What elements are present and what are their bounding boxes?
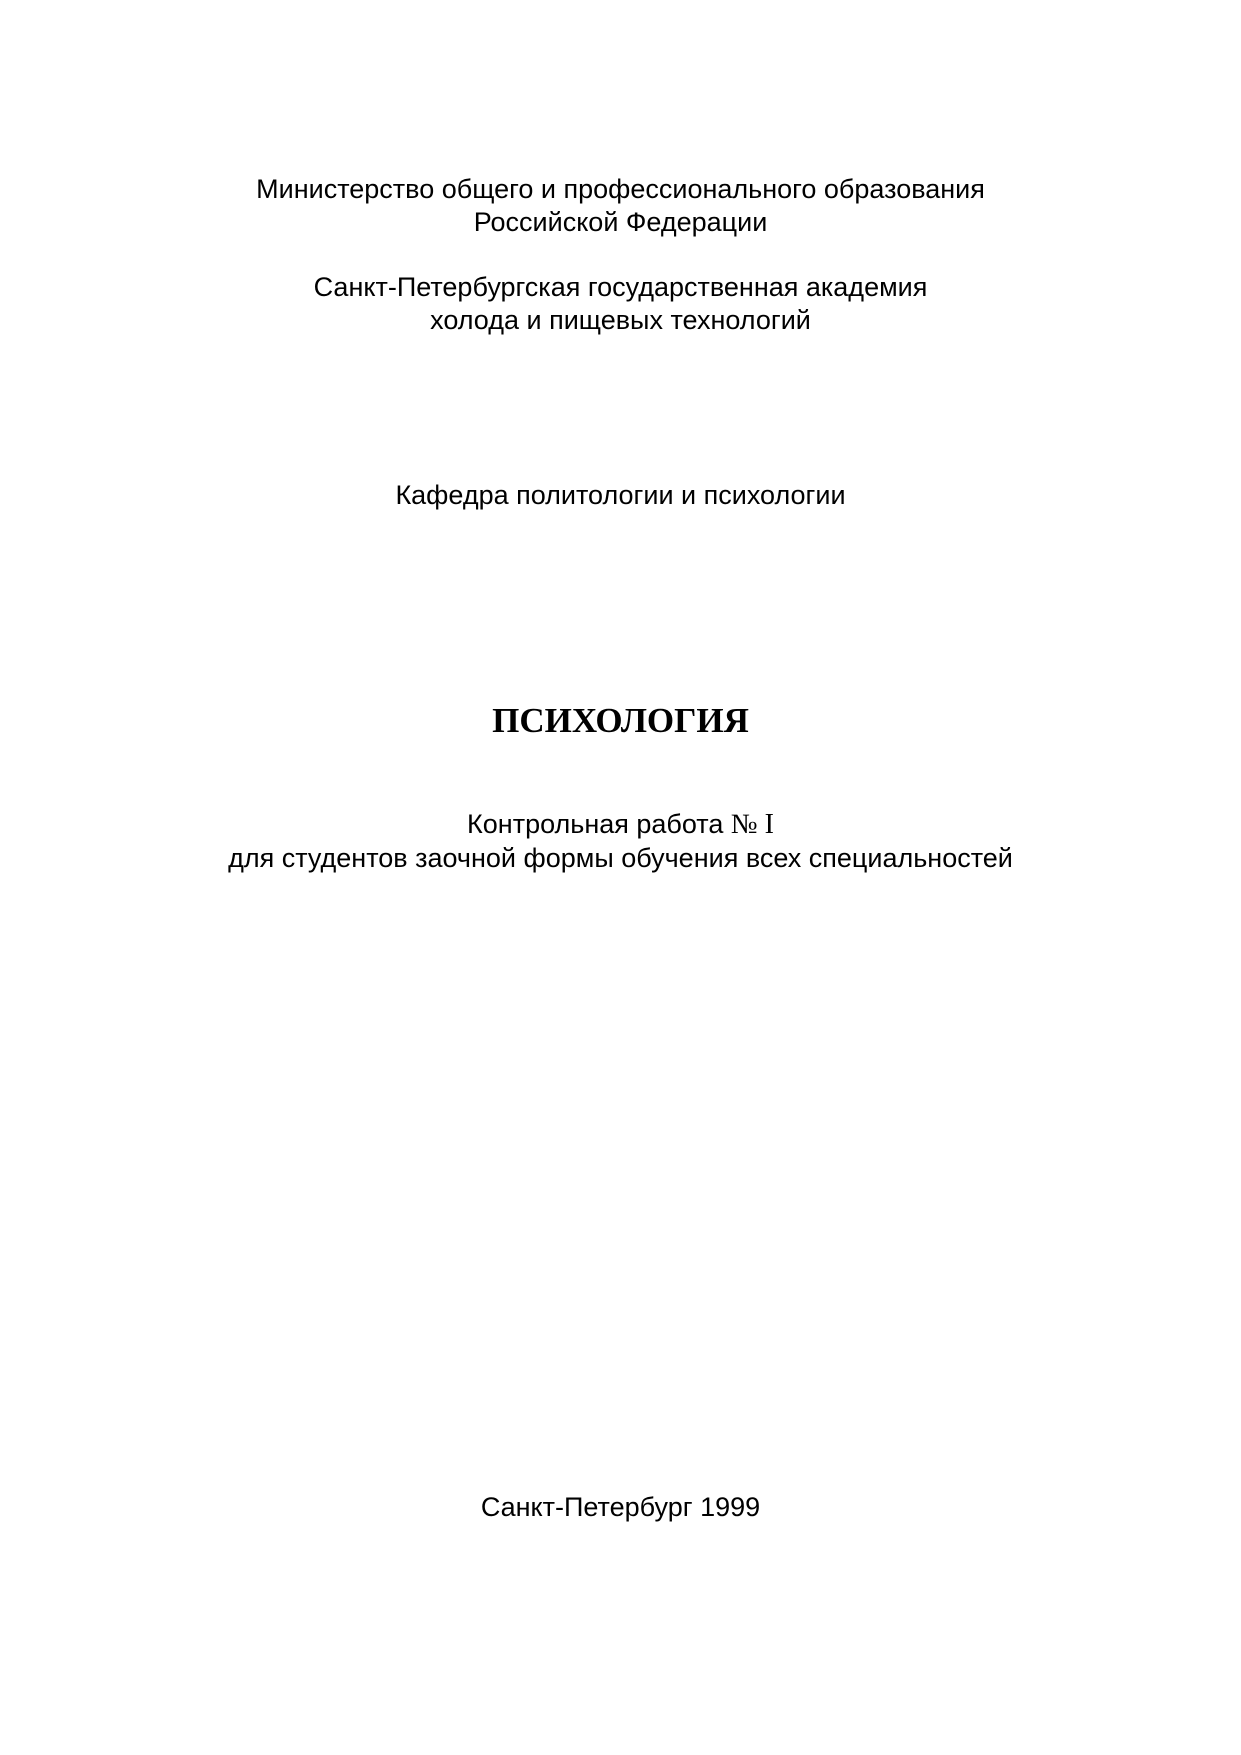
work-number: № I [730, 809, 774, 840]
city-year: Санкт-Петербург 1999 [480, 1492, 761, 1522]
academy-line-1: Санкт-Петербургская государственная академия [313, 272, 928, 302]
work-label: Контрольная работа [467, 809, 724, 839]
audience-line: для студентов заочной формы обучения всех специальностей [228, 843, 1013, 873]
academy-line-2: холода и пищевых технологий [430, 305, 811, 335]
work-heading [0, 807, 1241, 842]
department-name: Кафедра политологии и психологии [395, 480, 846, 510]
ministry-line-2: Российской Федерации [473, 207, 768, 237]
ministry-line-1: Министерство общего и профессионального образования [256, 174, 985, 204]
document-title: ПСИХОЛОГИЯ [492, 701, 749, 740]
